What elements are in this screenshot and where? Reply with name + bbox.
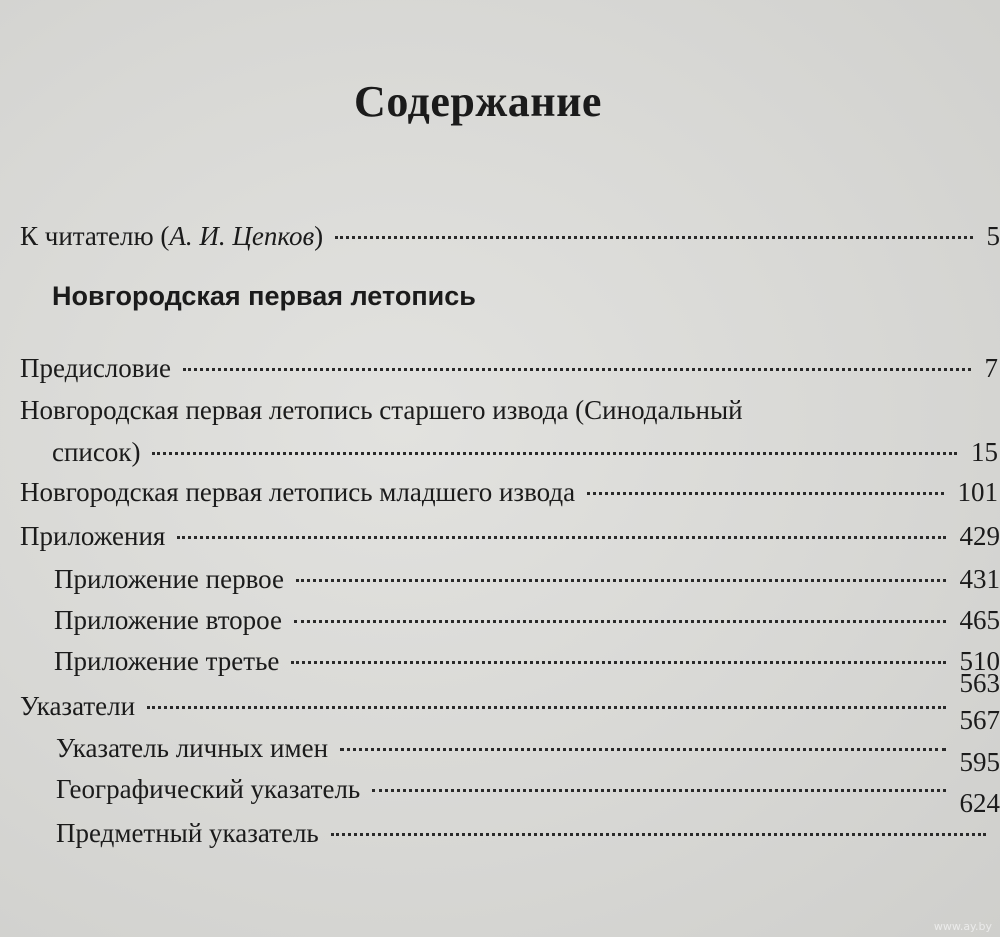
- toc-entry-label: Предисловие: [20, 353, 171, 383]
- toc-page-number: 624: [959, 788, 1000, 818]
- toc-entry: [20, 352, 998, 384]
- watermark: www.ay.by: [933, 920, 992, 933]
- toc-entry-label: Указатели: [20, 691, 136, 721]
- toc-entry: [52, 436, 998, 468]
- dot-leader: [183, 368, 971, 371]
- dot-leader: [177, 536, 945, 539]
- dot-leader: [331, 833, 986, 836]
- toc-page-number: 595: [959, 747, 1000, 777]
- toc-entry: [54, 563, 1000, 595]
- toc-entry: [54, 645, 1000, 677]
- section-heading: Новгородская первая летопись: [52, 281, 476, 311]
- toc-page-number: 5: [986, 221, 1000, 251]
- dot-leader: [335, 236, 972, 239]
- toc-page-number: 429: [959, 521, 1000, 551]
- toc-entry-label-line1: Новгородская первая летопись старшего извода (Синодальный: [20, 395, 743, 425]
- dot-leader: [372, 789, 945, 792]
- toc-entry: [20, 476, 998, 508]
- dot-leader: [296, 579, 946, 582]
- dot-leader: [294, 620, 946, 623]
- toc-entry: [54, 604, 1000, 636]
- toc-page-number: 431: [959, 564, 1000, 594]
- toc-page-number: 465: [959, 605, 1000, 635]
- toc-entry-label: Приложение третье: [54, 646, 280, 676]
- dot-leader: [340, 748, 945, 751]
- toc-entry-label: список): [52, 437, 141, 467]
- toc-page-number: 7: [984, 353, 998, 383]
- toc-entry-label: Предметный указатель: [56, 818, 319, 848]
- toc-entry-label: Приложение второе: [54, 605, 282, 635]
- toc-entry: [56, 773, 1000, 818]
- toc-entry: [20, 520, 1000, 552]
- toc-entry: [56, 732, 1000, 777]
- author-name: А. И. Цепков: [169, 221, 315, 251]
- toc-entry-label: Указатель личных имен: [56, 733, 329, 763]
- toc-entry-label: Приложение первое: [54, 564, 284, 594]
- dot-leader: [587, 492, 943, 495]
- toc-entry-intro: [20, 220, 1000, 252]
- toc-entry-label: Приложения: [20, 521, 166, 551]
- toc-page-number: 510: [959, 646, 1000, 676]
- toc-page-number: 567: [959, 705, 1000, 735]
- toc-entry: [56, 817, 1000, 849]
- page-title: Содержание: [354, 77, 602, 126]
- dot-leader: [291, 661, 945, 664]
- toc-entry-label: Географический указатель: [56, 774, 361, 804]
- toc-entry-label: Новгородская первая летопись младшего извода: [20, 477, 576, 507]
- toc-page-number: 563: [959, 668, 1000, 698]
- dot-leader: [152, 452, 957, 455]
- toc-page-number: 15: [971, 437, 998, 467]
- toc-entry-label: К читателю (А. И. Цепков): [20, 221, 324, 251]
- toc-page-number: 101: [957, 477, 998, 507]
- toc-entry: [20, 690, 1000, 735]
- dot-leader: [147, 706, 945, 709]
